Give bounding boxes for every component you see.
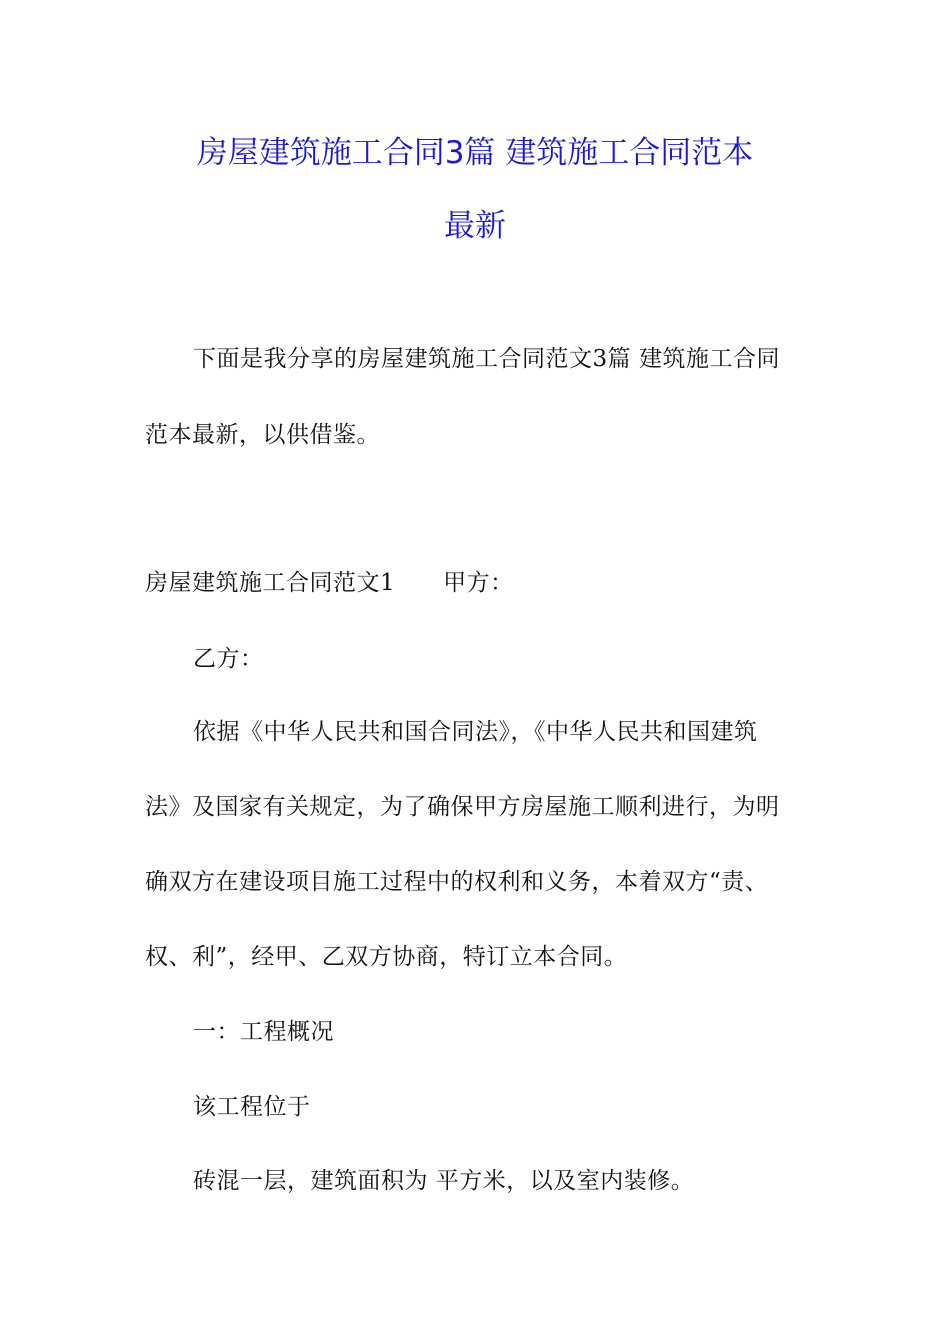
document-title-line-2: 最新 (444, 208, 506, 244)
basis-paragraph-line-2: 法》及国家有关规定，为了确保甲方房屋施工顺利进行，为明 (145, 794, 780, 820)
clause-1-scope: 砖混一层，建筑面积为 平方米，以及室内装修。 (193, 1168, 695, 1194)
basis-paragraph-line-3: 确双方在建设项目施工过程中的权利和义务，本着双方“责、 (145, 869, 769, 895)
basis-paragraph-line-1: 依据《中华人民共和国合同法》，《中华人民共和国建筑 (193, 719, 758, 745)
intro-paragraph-line-1: 下面是我分享的房屋建筑施工合同范文3篇 建筑施工合同 (193, 346, 780, 372)
intro-paragraph-line-2: 范本最新，以供借鉴。 (145, 422, 380, 448)
clause-1-heading: 一：工程概况 (193, 1019, 334, 1045)
party-b-label: 乙方： (193, 646, 264, 672)
document-title-line-1: 房屋建筑施工合同3篇 建筑施工合同范本 (196, 135, 754, 171)
section-heading: 房屋建筑施工合同范文1 (145, 570, 396, 596)
basis-paragraph-line-4: 权、利”，经甲、乙双方协商，特订立本合同。 (145, 944, 628, 970)
party-a-label: 甲方： (443, 570, 514, 596)
clause-1-location: 该工程位于 (193, 1094, 311, 1120)
contract-heading-row (145, 568, 514, 598)
